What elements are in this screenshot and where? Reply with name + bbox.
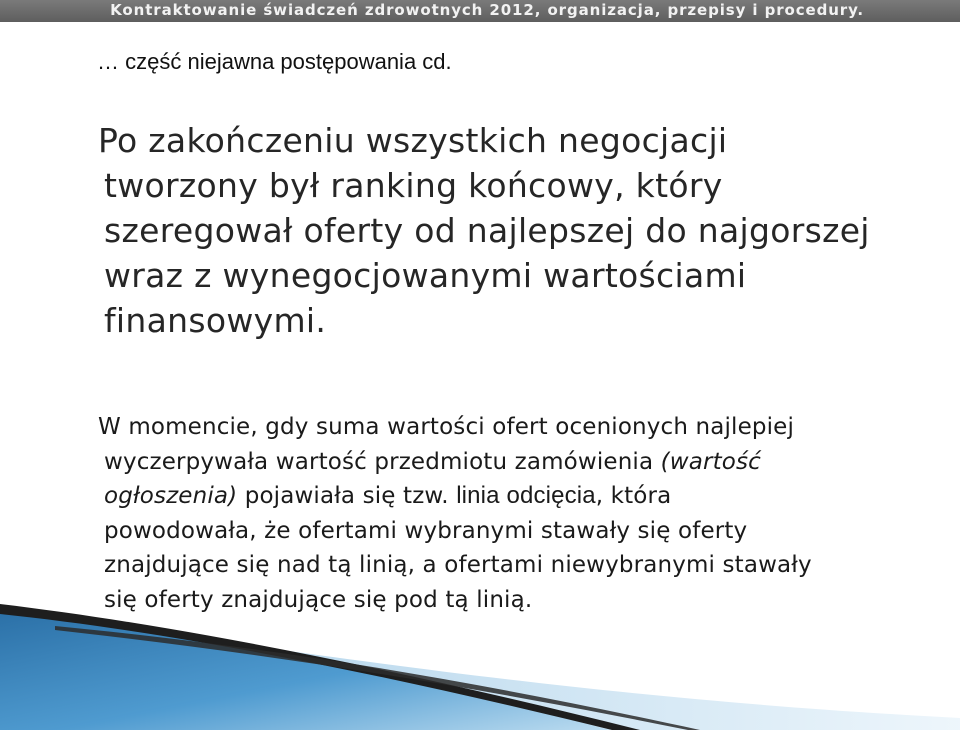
secondary-paragraph-line xyxy=(104,445,954,480)
main-paragraph-line: tworzony był ranking końcowy, który xyxy=(104,166,723,205)
text-run: powodowała, że ofertami wybranymi stawały się oferty xyxy=(104,517,748,544)
italic-run: (wartość xyxy=(660,448,761,475)
text-run: znajdujące się nad tą linią, a ofertami niewybranymi stawały xyxy=(104,552,812,578)
main-paragraph xyxy=(98,118,960,343)
text-run: wyczerpywała wartość przedmiotu zamówienia xyxy=(104,448,661,475)
slide-subtitle: … część niejawna postępowania cd. xyxy=(97,49,452,74)
text-run: , która xyxy=(595,483,672,509)
main-paragraph-line: finansowymi. xyxy=(104,301,327,340)
secondary-paragraph-line xyxy=(104,514,954,549)
italic-run: ogłoszenia) xyxy=(104,483,238,509)
main-paragraph-line: Po zakończeniu wszystkich negocjacji xyxy=(98,121,728,160)
header-bar xyxy=(0,0,960,22)
text-run: pojawiała się tzw. xyxy=(237,483,457,509)
secondary-paragraph xyxy=(98,410,954,617)
text-run: W momencie, gdy suma wartości ofert ocenionych najlepiej xyxy=(98,414,795,440)
main-paragraph-line: szeregował oferty od najlepszej do najgorszej xyxy=(104,211,870,250)
key-term: linia odcięcia xyxy=(456,482,596,509)
presentation-title: Kontraktowanie świadczeń zdrowotnych 2012, organizacja, przepisy i procedury. xyxy=(110,1,864,19)
main-paragraph-line: wraz z wynegocjowanymi wartościami xyxy=(104,256,747,295)
secondary-paragraph-line xyxy=(104,548,954,583)
text-run: się oferty znajdujące się pod tą linią. xyxy=(104,586,533,613)
secondary-paragraph-line xyxy=(98,410,954,445)
decorative-swoosh xyxy=(0,600,960,730)
swoosh-blue-band xyxy=(0,608,610,730)
secondary-paragraph-line xyxy=(104,479,954,514)
